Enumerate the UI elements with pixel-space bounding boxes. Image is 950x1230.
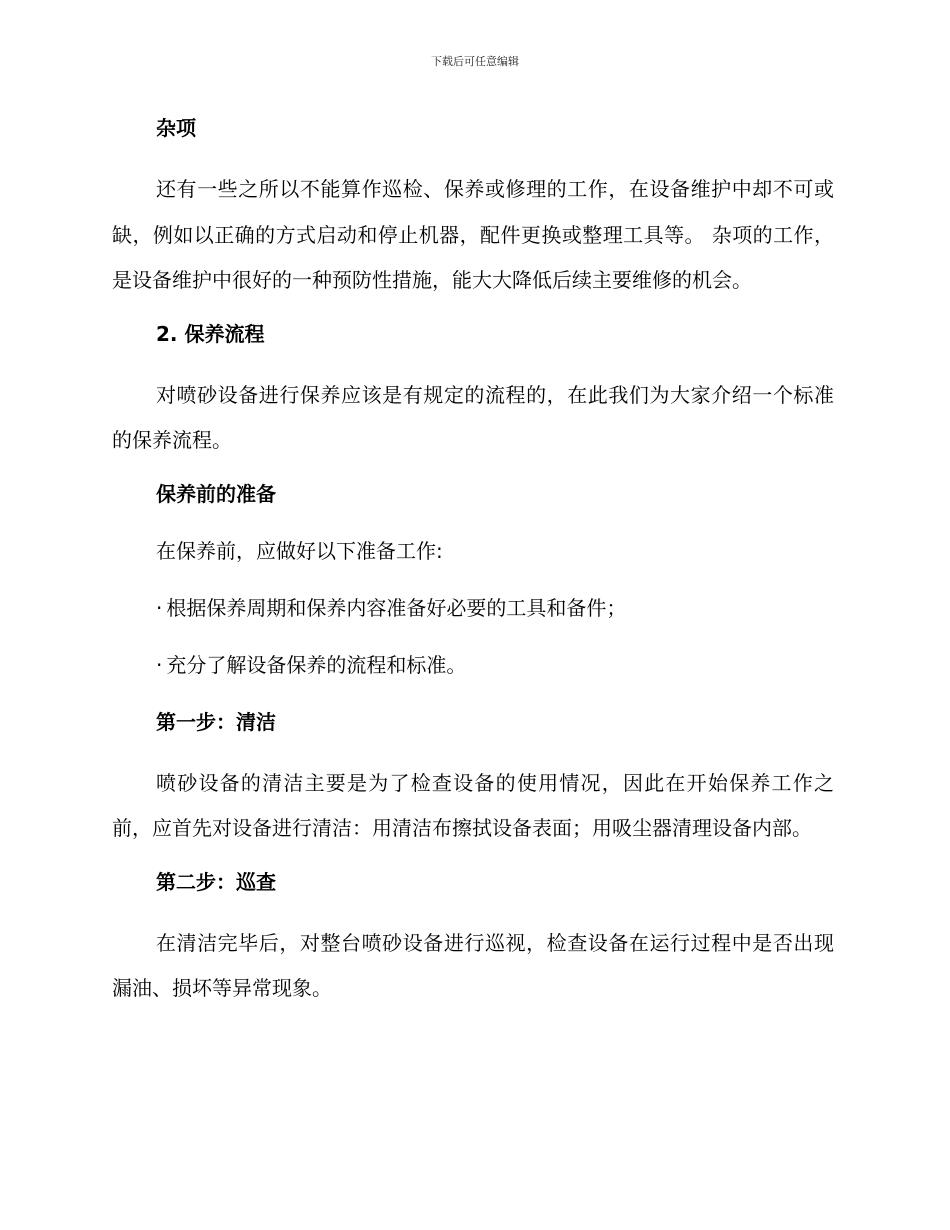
step2-paragraph: 在清洁完毕后，对整台喷砂设备进行巡视，检查设备在运行过程中是否出现漏油、损坏等异常现象。 xyxy=(112,930,834,1000)
document-body xyxy=(112,110,834,1024)
step2-heading: 第二步：巡查 xyxy=(156,869,276,894)
process-paragraph: 对喷砂设备进行保养应该是有规定的流程的，在此我们为大家介绍一个标准的保养流程。 xyxy=(112,382,834,452)
prep-paragraph: 在保养前，应做好以下准备工作: xyxy=(156,538,443,563)
prep-bullet-text: 根据保养周期和保养内容准备好必要的工具和备件； xyxy=(166,595,627,620)
misc-paragraph: 还有一些之所以不能算作巡检、保养或修理的工作，在设备维护中却不可或缺，例如以正确的方式启动和停止机器，配件更换或整理工具等。 杂项的工作，是设备维护中很好的一种预防性措施，能大大降低后续主要维修的机会。 xyxy=(112,177,834,292)
prep-bullet-item xyxy=(112,590,834,626)
step1-paragraph: 喷砂设备的清洁主要是为了检查设备的使用情况，因此在开始保养工作之前，应首先对设备进行清洁：用清洁布擦拭设备表面；用吸尘器清理设备内部。 xyxy=(112,770,834,840)
prep-bullet-text: 充分了解设备保养的流程和标准。 xyxy=(166,652,467,677)
misc-heading: 杂项 xyxy=(156,116,196,140)
bullet-marker: · xyxy=(156,595,163,620)
prep-bullet-item xyxy=(112,647,834,683)
bullet-marker: · xyxy=(156,652,163,677)
step1-heading: 第一步：清洁 xyxy=(156,709,276,734)
prep-heading: 保养前的准备 xyxy=(156,481,276,506)
process-heading: 2. 保养流程 xyxy=(156,321,265,346)
page-header: 下载后可任意编辑 xyxy=(431,55,519,68)
